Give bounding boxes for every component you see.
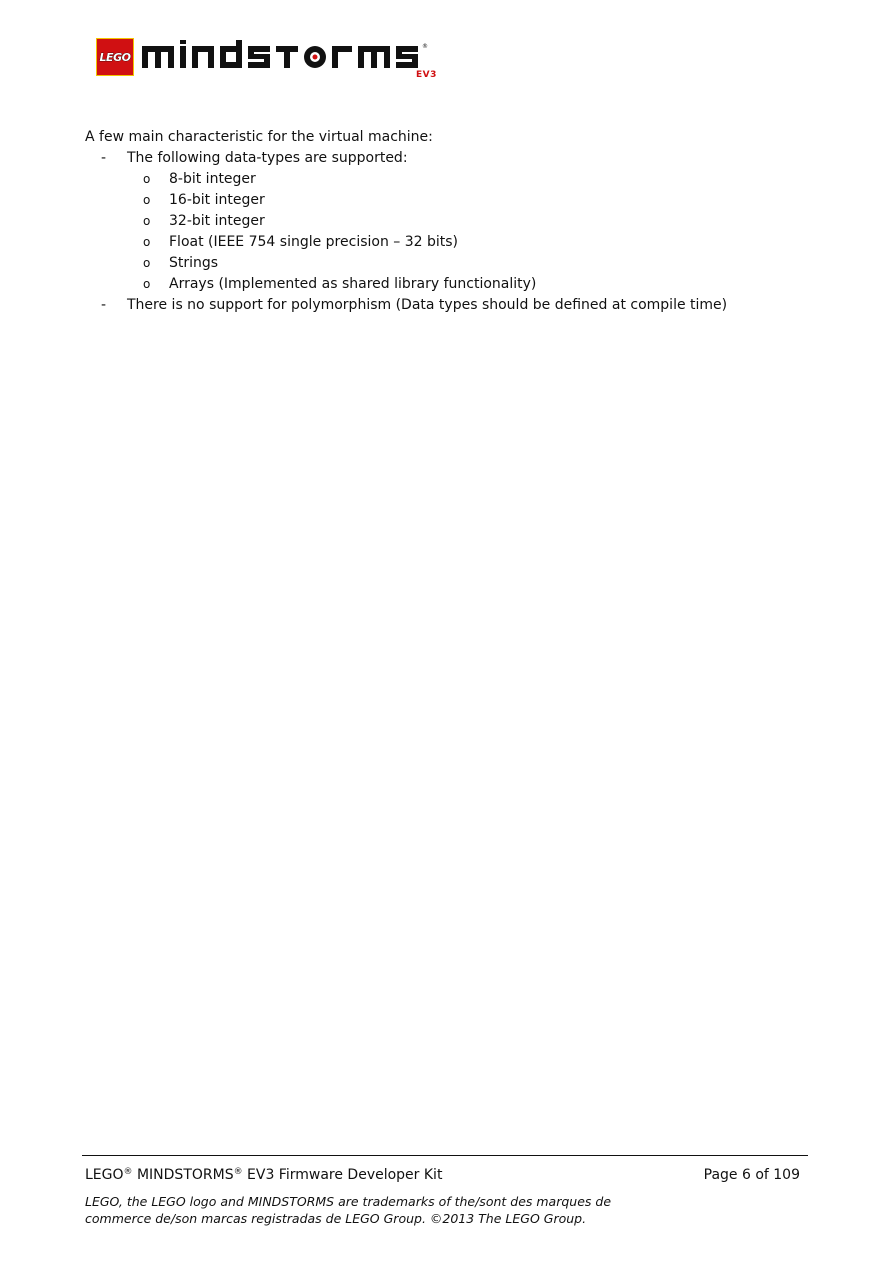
circle-bullet: o [143,256,151,270]
list-item-text: The following data-types are supported: [127,150,408,166]
sub-list-item [127,274,805,295]
registered-mark: ® [233,1167,243,1177]
list-item-text: There is no support for polymorphism (Data types should be defined at compile time) [127,297,728,313]
lego-logo-box [96,38,134,76]
footer-lego: LEGO [85,1167,124,1183]
circle-bullet: o [143,172,151,186]
circle-bullet: o [143,277,151,291]
svg-text:®: ® [422,43,428,50]
sub-list-item [127,253,805,274]
page-number: Page 6 of 109 [703,1167,800,1183]
ev3-tag: EV3 [416,70,437,80]
sub-list-item [127,211,805,232]
legal-line: LEGO, the LEGO logo and MINDSTORMS are trademarks of the/sont des marques de [85,1194,612,1209]
list-item [85,148,805,295]
sub-list-item-text: Float (IEEE 754 single precision – 32 bits) [169,234,459,250]
circle-bullet: o [143,214,151,228]
dash-bullet: - [101,297,107,313]
sub-list-item-text: 16-bit integer [169,192,265,208]
registered-mark: ® [123,1167,133,1177]
footer-kit-title [85,1167,442,1183]
footer-divider [82,1155,808,1156]
dash-bullet: - [101,150,107,166]
sub-list-item-text: Strings [169,255,219,271]
mindstorms-wordmark [142,40,444,72]
main-content [85,127,805,316]
sub-list-item [127,190,805,211]
lego-logo-text: LEGO [99,50,131,64]
intro-text: A few main characteristic for the virtual machine: [85,129,433,145]
circle-bullet: o [143,193,151,207]
list-item [85,295,805,316]
footer-mindstorms: MINDSTORMS [132,1167,234,1183]
sub-list-item [127,169,805,190]
legal-line: commerce de/son marcas registradas de LEGO Group. ©2013 The LEGO Group. [85,1211,587,1226]
sub-list-item-text: Arrays (Implemented as shared library functionality) [169,276,537,292]
footer-legal-notice [85,1193,645,1227]
sub-list-item-text: 8-bit integer [169,171,256,187]
mindstorms-logo [96,38,448,82]
sub-list-item [127,232,805,253]
data-types-list [127,169,805,295]
circle-bullet: o [143,235,151,249]
sub-list-item-text: 32-bit integer [169,213,265,229]
characteristics-list [85,148,805,316]
footer-kit-name: EV3 Firmware Developer Kit [242,1167,443,1183]
